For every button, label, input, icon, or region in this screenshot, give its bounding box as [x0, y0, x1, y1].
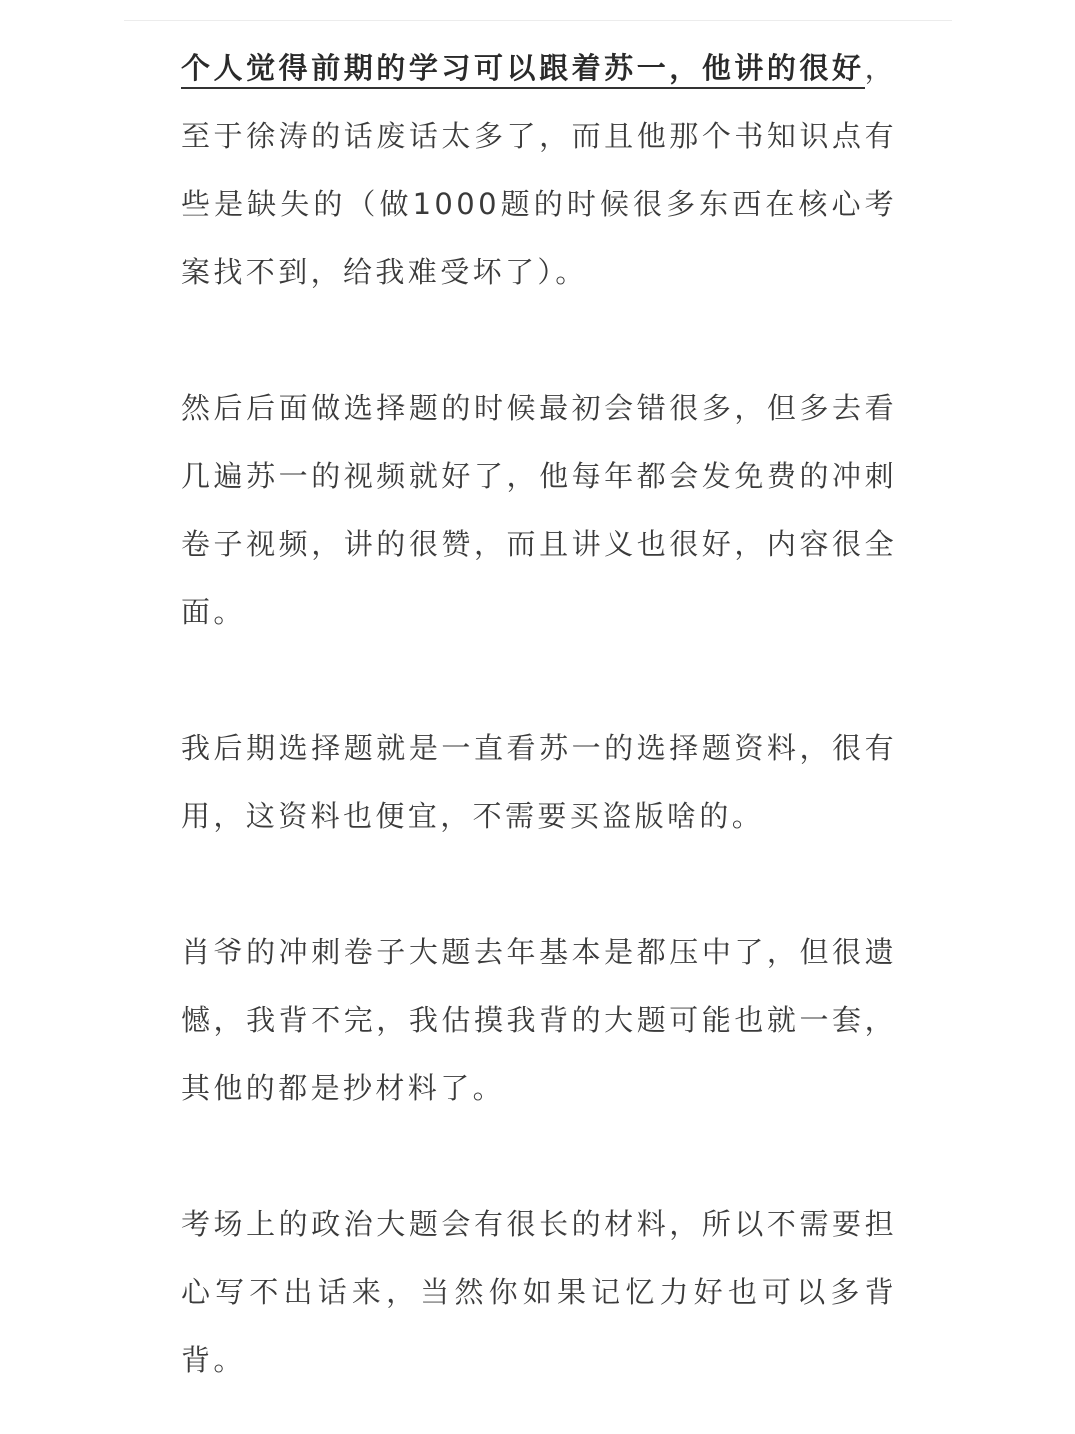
- paragraph-text: ，至于徐涛的话废话太多了，而且他那个书知识点有些是缺失的（做1000题的时候很多东西在核心考案找不到，给我难受坏了）。: [181, 51, 897, 289]
- paragraph-text: 我后期选择题就是一直看苏一的选择题资料，很有用，这资料也便宜，不需要买盗版啥的。: [181, 731, 897, 833]
- article-body: [181, 34, 897, 1394]
- paragraph-2: [181, 374, 897, 646]
- paragraph-text: 然后后面做选择题的时候最初会错很多，但多去看几遍苏一的视频就好了，他每年都会发免费的冲刺卷子视频，讲的很赞，而且讲义也很好，内容很全面。: [181, 391, 897, 629]
- emphasized-text: 个人觉得前期的学习可以跟着苏一，他讲的很好: [181, 51, 865, 89]
- paragraph-5: [181, 1190, 897, 1394]
- paragraph-4: [181, 918, 897, 1122]
- paragraph-text: 考场上的政治大题会有很长的材料，所以不需要担心写不出话来，当然你如果记忆力好也可以多背背。: [181, 1207, 897, 1377]
- paragraph-text: 肖爷的冲刺卷子大题去年基本是都压中了，但很遗憾，我背不完，我估摸我背的大题可能也就一套，其他的都是抄材料了。: [181, 935, 897, 1105]
- paragraph-3: [181, 714, 897, 850]
- paragraph-1: [181, 34, 897, 306]
- top-divider: [124, 20, 952, 21]
